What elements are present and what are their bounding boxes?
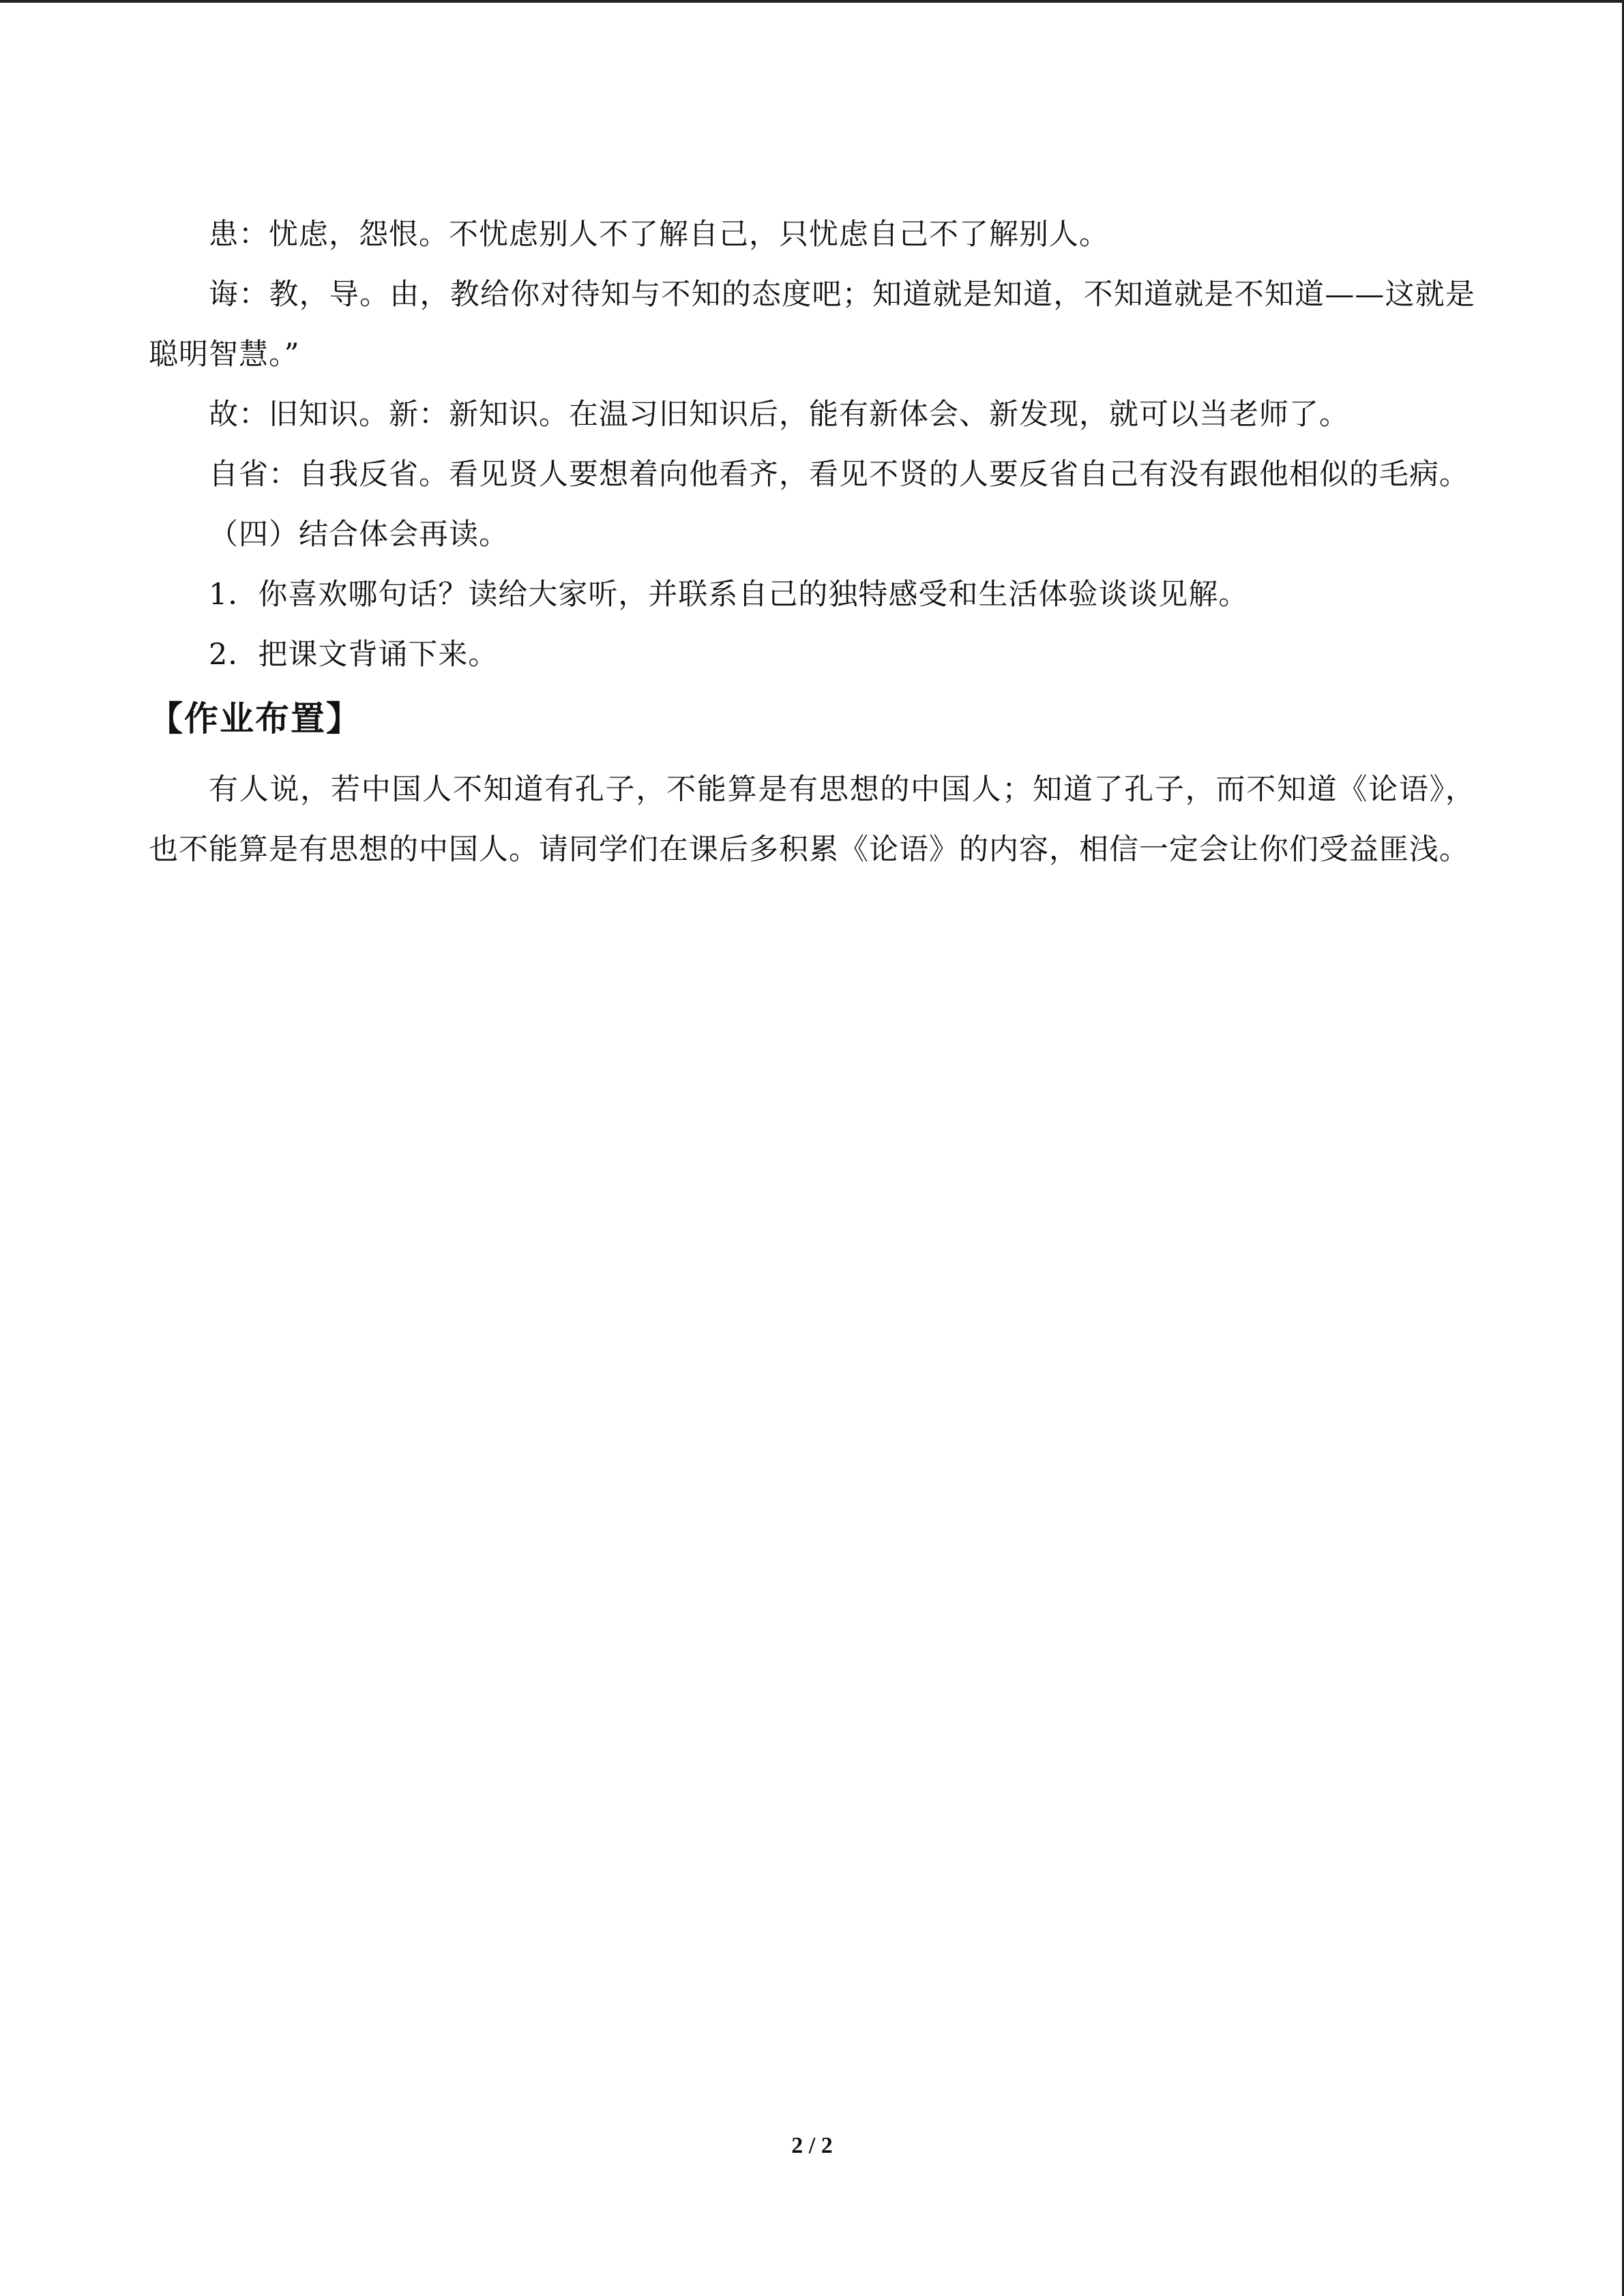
page-top-border [0, 0, 1624, 3]
list-item-1: 1．你喜欢哪句话？读给大家听，并联系自己的独特感受和生活体验谈谈见解。 [209, 578, 1249, 612]
paragraph-hui: 诲：教，导。由，教给你对待知与不知的态度吧；知道就是知道，不知道就是不知道——这就是聪明智慧。” [149, 278, 1475, 372]
page-number: 2 / 2 [791, 2133, 833, 2158]
paragraph-zixing: 自省：自我反省。看见贤人要想着向他看齐，看见不贤的人要反省自己有没有跟他相似的毛病。 [209, 458, 1469, 492]
homework-heading: 【作业布置】 [149, 699, 361, 739]
paragraph-gu: 故：旧知识。新：新知识。在温习旧知识后，能有新体会、新发现，就可以当老师了。 [209, 398, 1349, 432]
homework-paragraph: 有人说，若中国人不知道有孔子，不能算是有思想的中国人；知道了孔子，而不知道《论语》，也不能算是有思想的中国人。请同学们在课后多积累《论语》的内容，相信一定会让你们受益匪浅。 [149, 773, 1475, 867]
paragraph-huan: 患：忧虑，怨恨。不忧虑别人不了解自己，只忧虑自己不了解别人。 [209, 218, 1109, 252]
list-item-2: 2．把课文背诵下来。 [209, 638, 499, 672]
paragraph-section-four: （四）结合体会再读。 [209, 518, 509, 552]
document-body [149, 205, 1475, 880]
